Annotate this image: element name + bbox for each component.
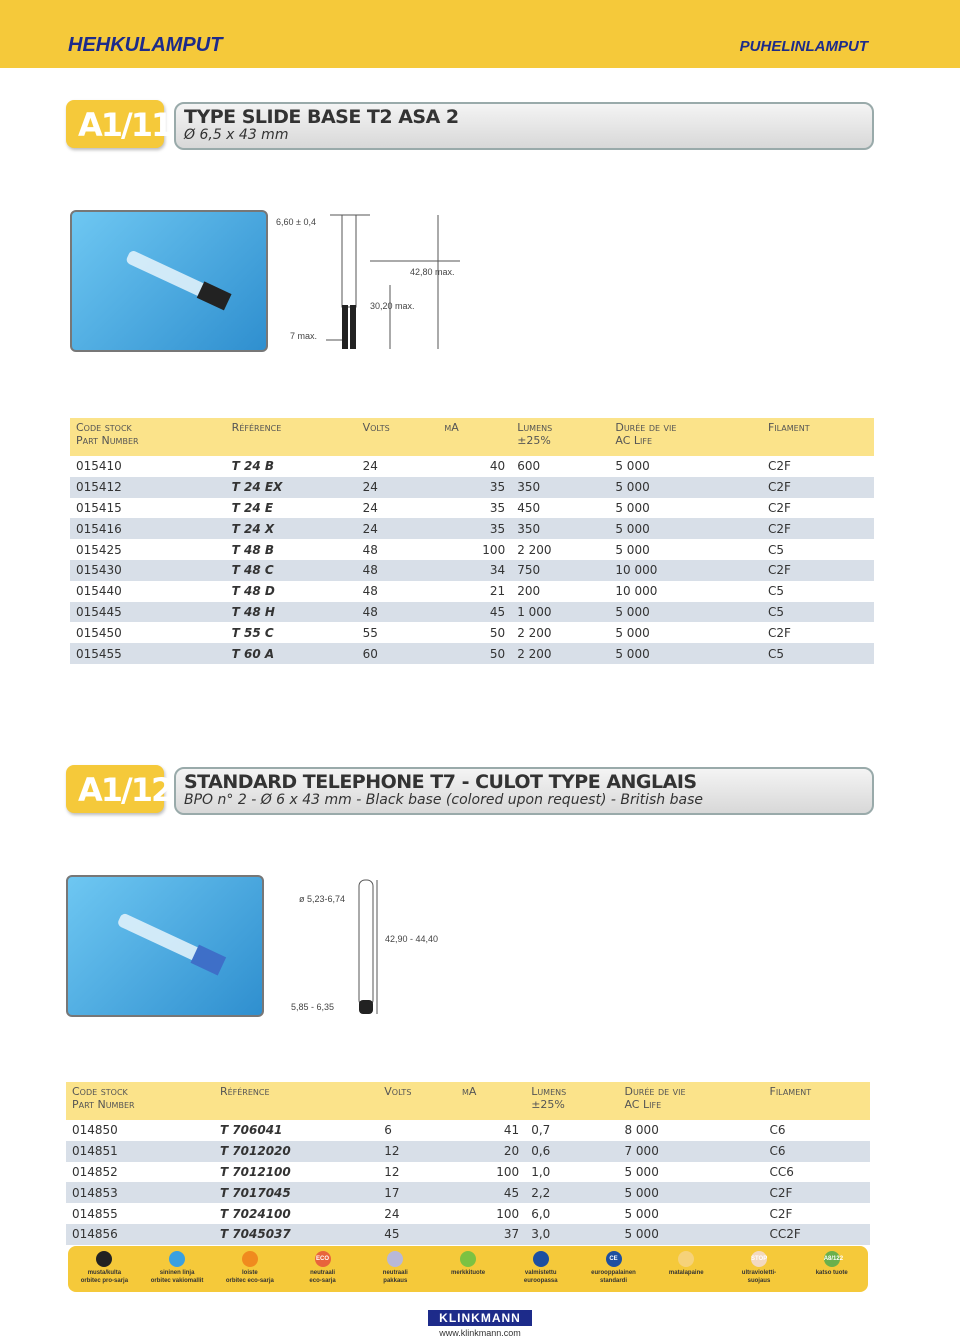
cell-part-number: 015416 — [70, 518, 226, 539]
table-row — [70, 539, 874, 560]
cell-life: 5 000 — [615, 542, 650, 557]
section-badge: A1/12 — [66, 765, 164, 813]
page-header — [0, 0, 960, 68]
low-pressure-icon — [678, 1251, 694, 1267]
legend-label: merkkituote — [451, 1270, 486, 1276]
legend-item — [504, 1246, 577, 1292]
cell-lumens: 0,7 — [531, 1123, 551, 1138]
cell-reference: T 24 E — [231, 500, 274, 515]
uv-stop-icon: STOP — [751, 1251, 767, 1267]
cell-ma: 37 — [456, 1224, 525, 1245]
cell-volts: 60 — [357, 643, 439, 664]
subcategory-title: PUHELINLAMPUT — [739, 38, 868, 55]
cell-ma: 40 — [489, 459, 506, 474]
legend-label: valmistettu euroopassa — [523, 1270, 558, 1284]
cell-lumens: 2 200 — [517, 542, 552, 557]
col-header-volts: Volts — [357, 418, 439, 456]
cell-life: 5 000 — [609, 477, 762, 498]
cell-filament: C2F — [767, 459, 791, 474]
cell-volts: 24 — [362, 500, 378, 515]
col-header-lumens: Lumens ±25% — [525, 1082, 618, 1120]
legend-item — [723, 1246, 796, 1292]
cell-filament: C2F — [762, 518, 874, 539]
legend-item — [286, 1246, 359, 1292]
cell-ma: 41 — [503, 1123, 520, 1138]
dim-length: 42,80 max. — [410, 267, 455, 277]
cell-lumens: 3,0 — [525, 1224, 618, 1245]
cell-life: 5 000 — [618, 1182, 763, 1203]
eco-icon: ECO — [315, 1251, 331, 1267]
cell-reference: T 24 B — [231, 459, 275, 474]
cell-reference: T 24 EX — [226, 477, 357, 498]
section-subtitle: Ø 6,5 x 43 mm — [184, 127, 289, 143]
cell-lumens: 1,0 — [531, 1164, 551, 1179]
cell-volts: 12 — [384, 1164, 400, 1179]
legend-label: loiste orbitec eco-sarja — [225, 1270, 274, 1284]
cell-filament: C6 — [769, 1123, 786, 1138]
cell-part-number: 014850 — [72, 1123, 118, 1138]
cell-volts: 12 — [378, 1141, 456, 1162]
legend-item — [432, 1246, 505, 1292]
table-row — [70, 581, 874, 602]
section-title-box — [174, 102, 874, 150]
cell-part-number: 014851 — [66, 1141, 214, 1162]
table-row — [70, 518, 874, 539]
cell-life: 7 000 — [618, 1141, 763, 1162]
cell-volts: 48 — [357, 602, 439, 623]
cell-life: 5 000 — [624, 1164, 659, 1179]
cell-volts: 17 — [378, 1182, 456, 1203]
cell-reference: T 48 H — [226, 602, 357, 623]
blue-line-icon — [169, 1251, 185, 1267]
cell-part-number: 014855 — [72, 1206, 118, 1221]
legend-item — [141, 1246, 214, 1292]
col-header-part-number: Code stock Part Number — [66, 1082, 214, 1120]
cell-reference: T 48 C — [226, 560, 357, 581]
see-product-icon: A8/122 — [824, 1251, 840, 1267]
cell-reference: T 24 X — [226, 518, 357, 539]
cell-lumens: 200 — [517, 584, 541, 599]
legend-label: ultravioletti- suojaus — [741, 1270, 777, 1284]
section-title: STANDARD TELEPHONE T7 - CULOT TYPE ANGLAIS — [184, 771, 697, 793]
black-gold-icon — [96, 1251, 112, 1267]
cell-volts: 6 — [384, 1123, 392, 1138]
legend-label: katso tuote — [815, 1270, 848, 1276]
lamp-dimension-drawing — [270, 205, 470, 360]
cell-lumens: 0,6 — [525, 1141, 618, 1162]
cell-volts: 24 — [357, 477, 439, 498]
legend-label: matalapaine — [668, 1270, 704, 1276]
table-row — [66, 1141, 870, 1162]
section-a1-11-header — [66, 100, 874, 152]
cell-lumens: 350 — [511, 518, 609, 539]
cell-part-number: 015445 — [70, 602, 226, 623]
cell-filament: C2F — [764, 1182, 871, 1203]
section-title-box — [174, 767, 874, 815]
cell-lumens: 600 — [517, 459, 541, 474]
cell-lumens: 350 — [511, 477, 609, 498]
table-row — [66, 1162, 870, 1183]
glow-icon — [242, 1251, 258, 1267]
legend-label: sininen linja orbitec vakiomallit — [150, 1270, 204, 1284]
cell-reference: T 7017045 — [214, 1182, 378, 1203]
col-header-reference: Référence — [214, 1082, 378, 1120]
cell-volts: 48 — [357, 560, 439, 581]
cell-ma: 45 — [438, 602, 511, 623]
legend-label: neutraali pakkaus — [382, 1270, 408, 1284]
table-row — [66, 1224, 870, 1245]
legend-item — [795, 1246, 868, 1292]
cell-volts: 24 — [362, 459, 378, 474]
dim-base: 5,85 - 6,35 — [291, 1002, 335, 1012]
cell-part-number: 015415 — [76, 500, 122, 515]
cell-part-number: 015412 — [70, 477, 226, 498]
cell-life: 5 000 — [618, 1224, 763, 1245]
section-title: TYPE SLIDE BASE T2 ASA 2 — [184, 106, 459, 128]
category-title: HEHKULAMPUT — [68, 34, 223, 56]
cell-life: 5 000 — [615, 500, 650, 515]
cell-lumens: 450 — [517, 500, 541, 515]
table-row — [70, 643, 874, 664]
cell-volts: 55 — [362, 625, 378, 640]
col-header-ma: mA — [438, 418, 511, 456]
cell-volts: 48 — [362, 542, 378, 557]
cell-filament: C2F — [762, 477, 874, 498]
cell-ma: 35 — [489, 500, 506, 515]
cell-lumens: 6,0 — [531, 1206, 551, 1221]
section-badge: A1/11 — [66, 100, 164, 148]
website-url[interactable]: www.klinkmann.com — [439, 1328, 521, 1338]
table-row — [66, 1120, 870, 1141]
lamp-dimension-drawing — [285, 870, 465, 1020]
cell-ma: 100 — [496, 1164, 520, 1179]
col-header-filament: Filament — [764, 1082, 871, 1120]
col-header-part-number: Code stock Part Number — [70, 418, 226, 456]
table-row — [70, 498, 874, 519]
cell-reference: T 7012020 — [214, 1141, 378, 1162]
cell-filament: C5 — [767, 542, 784, 557]
legend-item — [650, 1246, 723, 1292]
cell-life: 5 000 — [615, 459, 650, 474]
cell-ma: 21 — [489, 584, 506, 599]
col-header-lumens: Lumens ±25% — [511, 418, 609, 456]
cell-filament: C6 — [764, 1141, 871, 1162]
dim-diameter: 6,60 ± 0,4 — [276, 217, 316, 227]
dim-length: 42,90 - 44,40 — [385, 934, 439, 944]
cell-part-number: 015425 — [76, 542, 122, 557]
cell-lumens: 2,2 — [525, 1182, 618, 1203]
cell-filament: CC2F — [764, 1224, 871, 1245]
dim-body: 30,20 max. — [370, 301, 415, 311]
cell-lumens: 2 200 — [511, 643, 609, 664]
cell-life: 8 000 — [624, 1123, 659, 1138]
table-row — [66, 1203, 870, 1224]
table-row — [66, 1182, 870, 1203]
cell-ma: 34 — [438, 560, 511, 581]
cell-lumens: 750 — [511, 560, 609, 581]
cell-life: 10 000 — [609, 560, 762, 581]
legend-item — [68, 1246, 141, 1292]
cell-ma: 35 — [438, 518, 511, 539]
cell-life: 5 000 — [615, 625, 650, 640]
cell-reference: T 7012100 — [219, 1164, 291, 1179]
feature-legend — [68, 1246, 868, 1292]
cell-life: 5 000 — [609, 643, 762, 664]
col-header-life: Durée de vie AC Life — [609, 418, 762, 456]
cell-ma: 35 — [438, 477, 511, 498]
col-header-reference: Référence — [226, 418, 357, 456]
cell-filament: C5 — [762, 643, 874, 664]
table-row — [70, 477, 874, 498]
cell-part-number: 014853 — [66, 1182, 214, 1203]
cell-reference: T 60 A — [226, 643, 357, 664]
dim-base: 7 max. — [290, 331, 318, 341]
package-icon — [387, 1251, 403, 1267]
cell-ma: 50 — [489, 625, 506, 640]
cell-filament: C5 — [767, 584, 784, 599]
cell-reference: T 55 C — [231, 625, 274, 640]
dim-diameter: ø 5,23-6,74 — [299, 894, 346, 904]
marking-icon — [460, 1251, 476, 1267]
cell-filament: C2F — [767, 500, 791, 515]
cell-life: 5 000 — [609, 602, 762, 623]
col-header-filament: Filament — [762, 418, 874, 456]
lamp-table-a1-12 — [66, 1082, 870, 1245]
cell-reference: T 7024100 — [219, 1206, 291, 1221]
cell-life: 5 000 — [609, 518, 762, 539]
table-row — [70, 456, 874, 477]
cell-filament: CC6 — [769, 1164, 794, 1179]
legend-label: neutraali eco-sarja — [309, 1270, 336, 1284]
section-a1-12-header — [66, 765, 874, 817]
table-row — [70, 560, 874, 581]
cell-reference: T 706041 — [219, 1123, 283, 1138]
cell-volts: 24 — [357, 518, 439, 539]
brand-logo: KLINKMANN — [428, 1310, 532, 1326]
legend-label: eurooppalainen standardi — [591, 1270, 636, 1284]
table-row — [70, 602, 874, 623]
lamp-photo — [70, 210, 268, 352]
cell-filament: C5 — [762, 602, 874, 623]
legend-item — [213, 1246, 286, 1292]
cell-part-number: 015430 — [70, 560, 226, 581]
cell-ma: 45 — [456, 1182, 525, 1203]
cell-reference: T 48 B — [231, 542, 275, 557]
section-subtitle: BPO n° 2 - Ø 6 x 43 mm - Black base (colored upon request) - British base — [184, 792, 703, 808]
col-header-life: Durée de vie AC Life — [618, 1082, 763, 1120]
ce-icon: CE — [606, 1251, 622, 1267]
cell-lumens: 1 000 — [511, 602, 609, 623]
cell-volts: 45 — [378, 1224, 456, 1245]
col-header-volts: Volts — [378, 1082, 456, 1120]
cell-life: 5 000 — [624, 1206, 659, 1221]
cell-part-number: 015410 — [76, 459, 122, 474]
lamp-photo — [66, 875, 264, 1017]
table-row — [70, 622, 874, 643]
cell-ma: 50 — [438, 643, 511, 664]
legend-label: musta/kulta orbitec pro-sarja — [80, 1270, 129, 1284]
cell-volts: 24 — [384, 1206, 400, 1221]
cell-lumens: 2 200 — [517, 625, 552, 640]
lamp-table-a1-11 — [70, 418, 874, 664]
cell-volts: 48 — [362, 584, 378, 599]
cell-reference: T 7045037 — [214, 1224, 378, 1245]
cell-ma: 100 — [496, 1206, 520, 1221]
cell-part-number: 015455 — [70, 643, 226, 664]
cell-filament: C2F — [762, 560, 874, 581]
cell-life: 10 000 — [615, 584, 658, 599]
cell-part-number: 015440 — [76, 584, 122, 599]
cell-filament: C2F — [767, 625, 791, 640]
cell-ma: 20 — [456, 1141, 525, 1162]
legend-item — [577, 1246, 650, 1292]
eu-made-icon — [533, 1251, 549, 1267]
cell-part-number: 014856 — [66, 1224, 214, 1245]
cell-reference: T 48 D — [231, 584, 275, 599]
cell-part-number: 015450 — [76, 625, 122, 640]
col-header-ma: mA — [456, 1082, 525, 1120]
cell-part-number: 014852 — [72, 1164, 118, 1179]
legend-item — [359, 1246, 432, 1292]
cell-filament: C2F — [769, 1206, 793, 1221]
cell-ma: 100 — [482, 542, 506, 557]
